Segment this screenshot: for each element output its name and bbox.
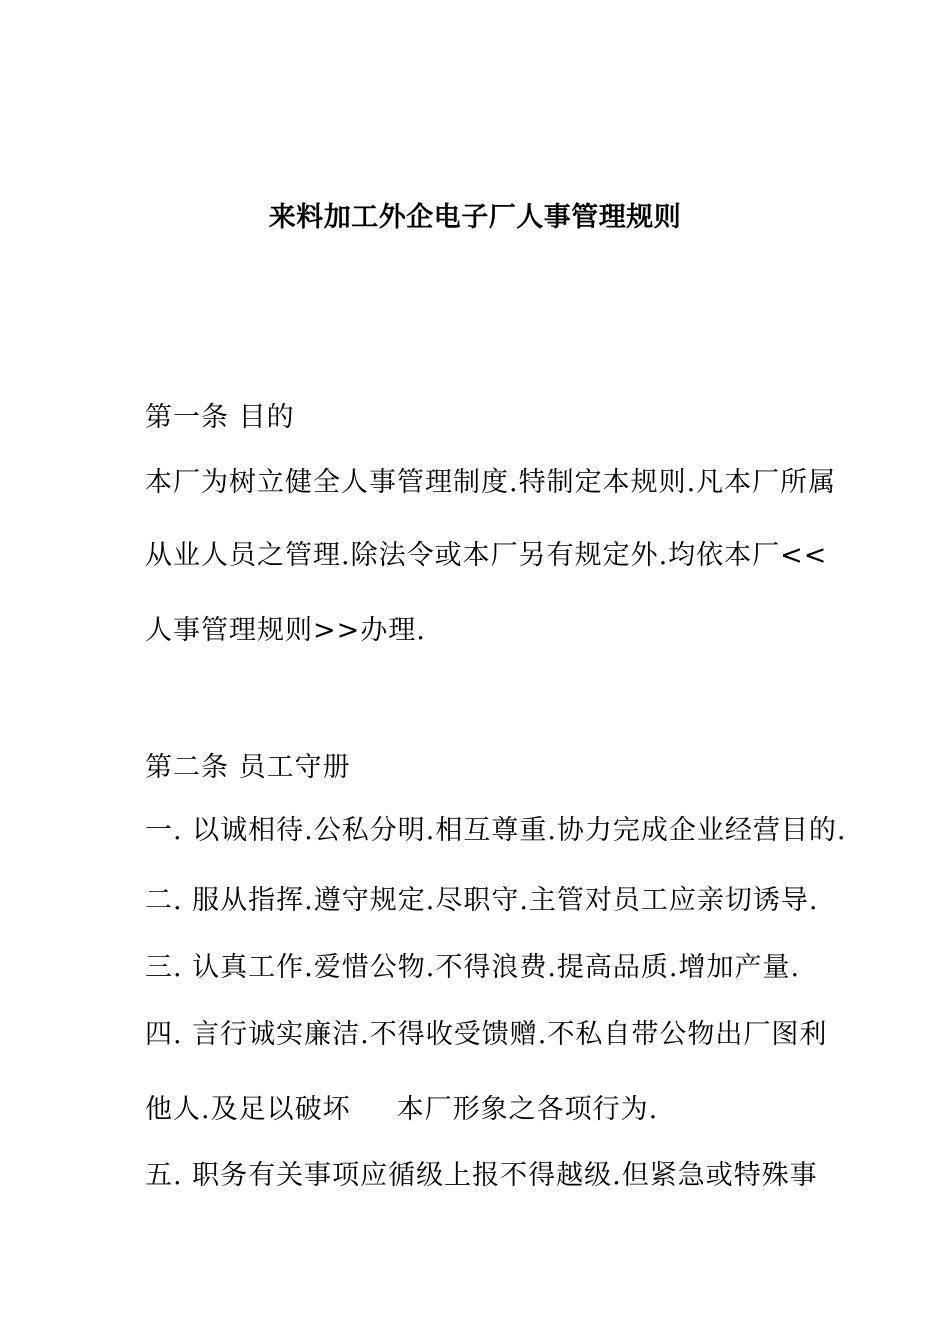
continuation-part-1: 他人.及足以破坏 [145, 1094, 351, 1125]
continuation-part-2: 本厂形象之各项行为. [396, 1094, 659, 1125]
article-1-heading: 第一条 目的 [145, 402, 295, 433]
document-title: 来料加工外企电子厂人事管理规则 [268, 202, 682, 233]
article-2-item-2: 二. 服从指挥.遵守规定.尽职守.主管对员工应亲切诱导. [145, 885, 819, 916]
article-2-item-1: 一. 以诚相待.公私分明.相互尊重.协力完成企业经营目的. [145, 815, 847, 846]
article-1-line-3: 人事管理规则>>办理. [145, 615, 426, 646]
article-1-line-1: 本厂为树立健全人事管理制度.特制定本规则.凡本厂所属 [145, 467, 837, 498]
article-2-item-5: 五. 职务有关事项应循级上报不得越级.但紧急或特殊事 [145, 1160, 818, 1191]
article-2-item-4: 四. 言行诚实廉洁.不得收受馈赠.不私自带公物出厂图利 [145, 1019, 828, 1050]
article-1-line-2: 从业人员之管理.除法令或本厂另有规定外.均依本厂<< [145, 540, 828, 571]
article-2-item-3: 三. 认真工作.爱惜公物.不得浪费.提高品质.增加产量. [145, 952, 801, 983]
article-2-item-4-continuation [145, 1090, 658, 1130]
article-2-heading: 第二条 员工守册 [145, 752, 351, 783]
